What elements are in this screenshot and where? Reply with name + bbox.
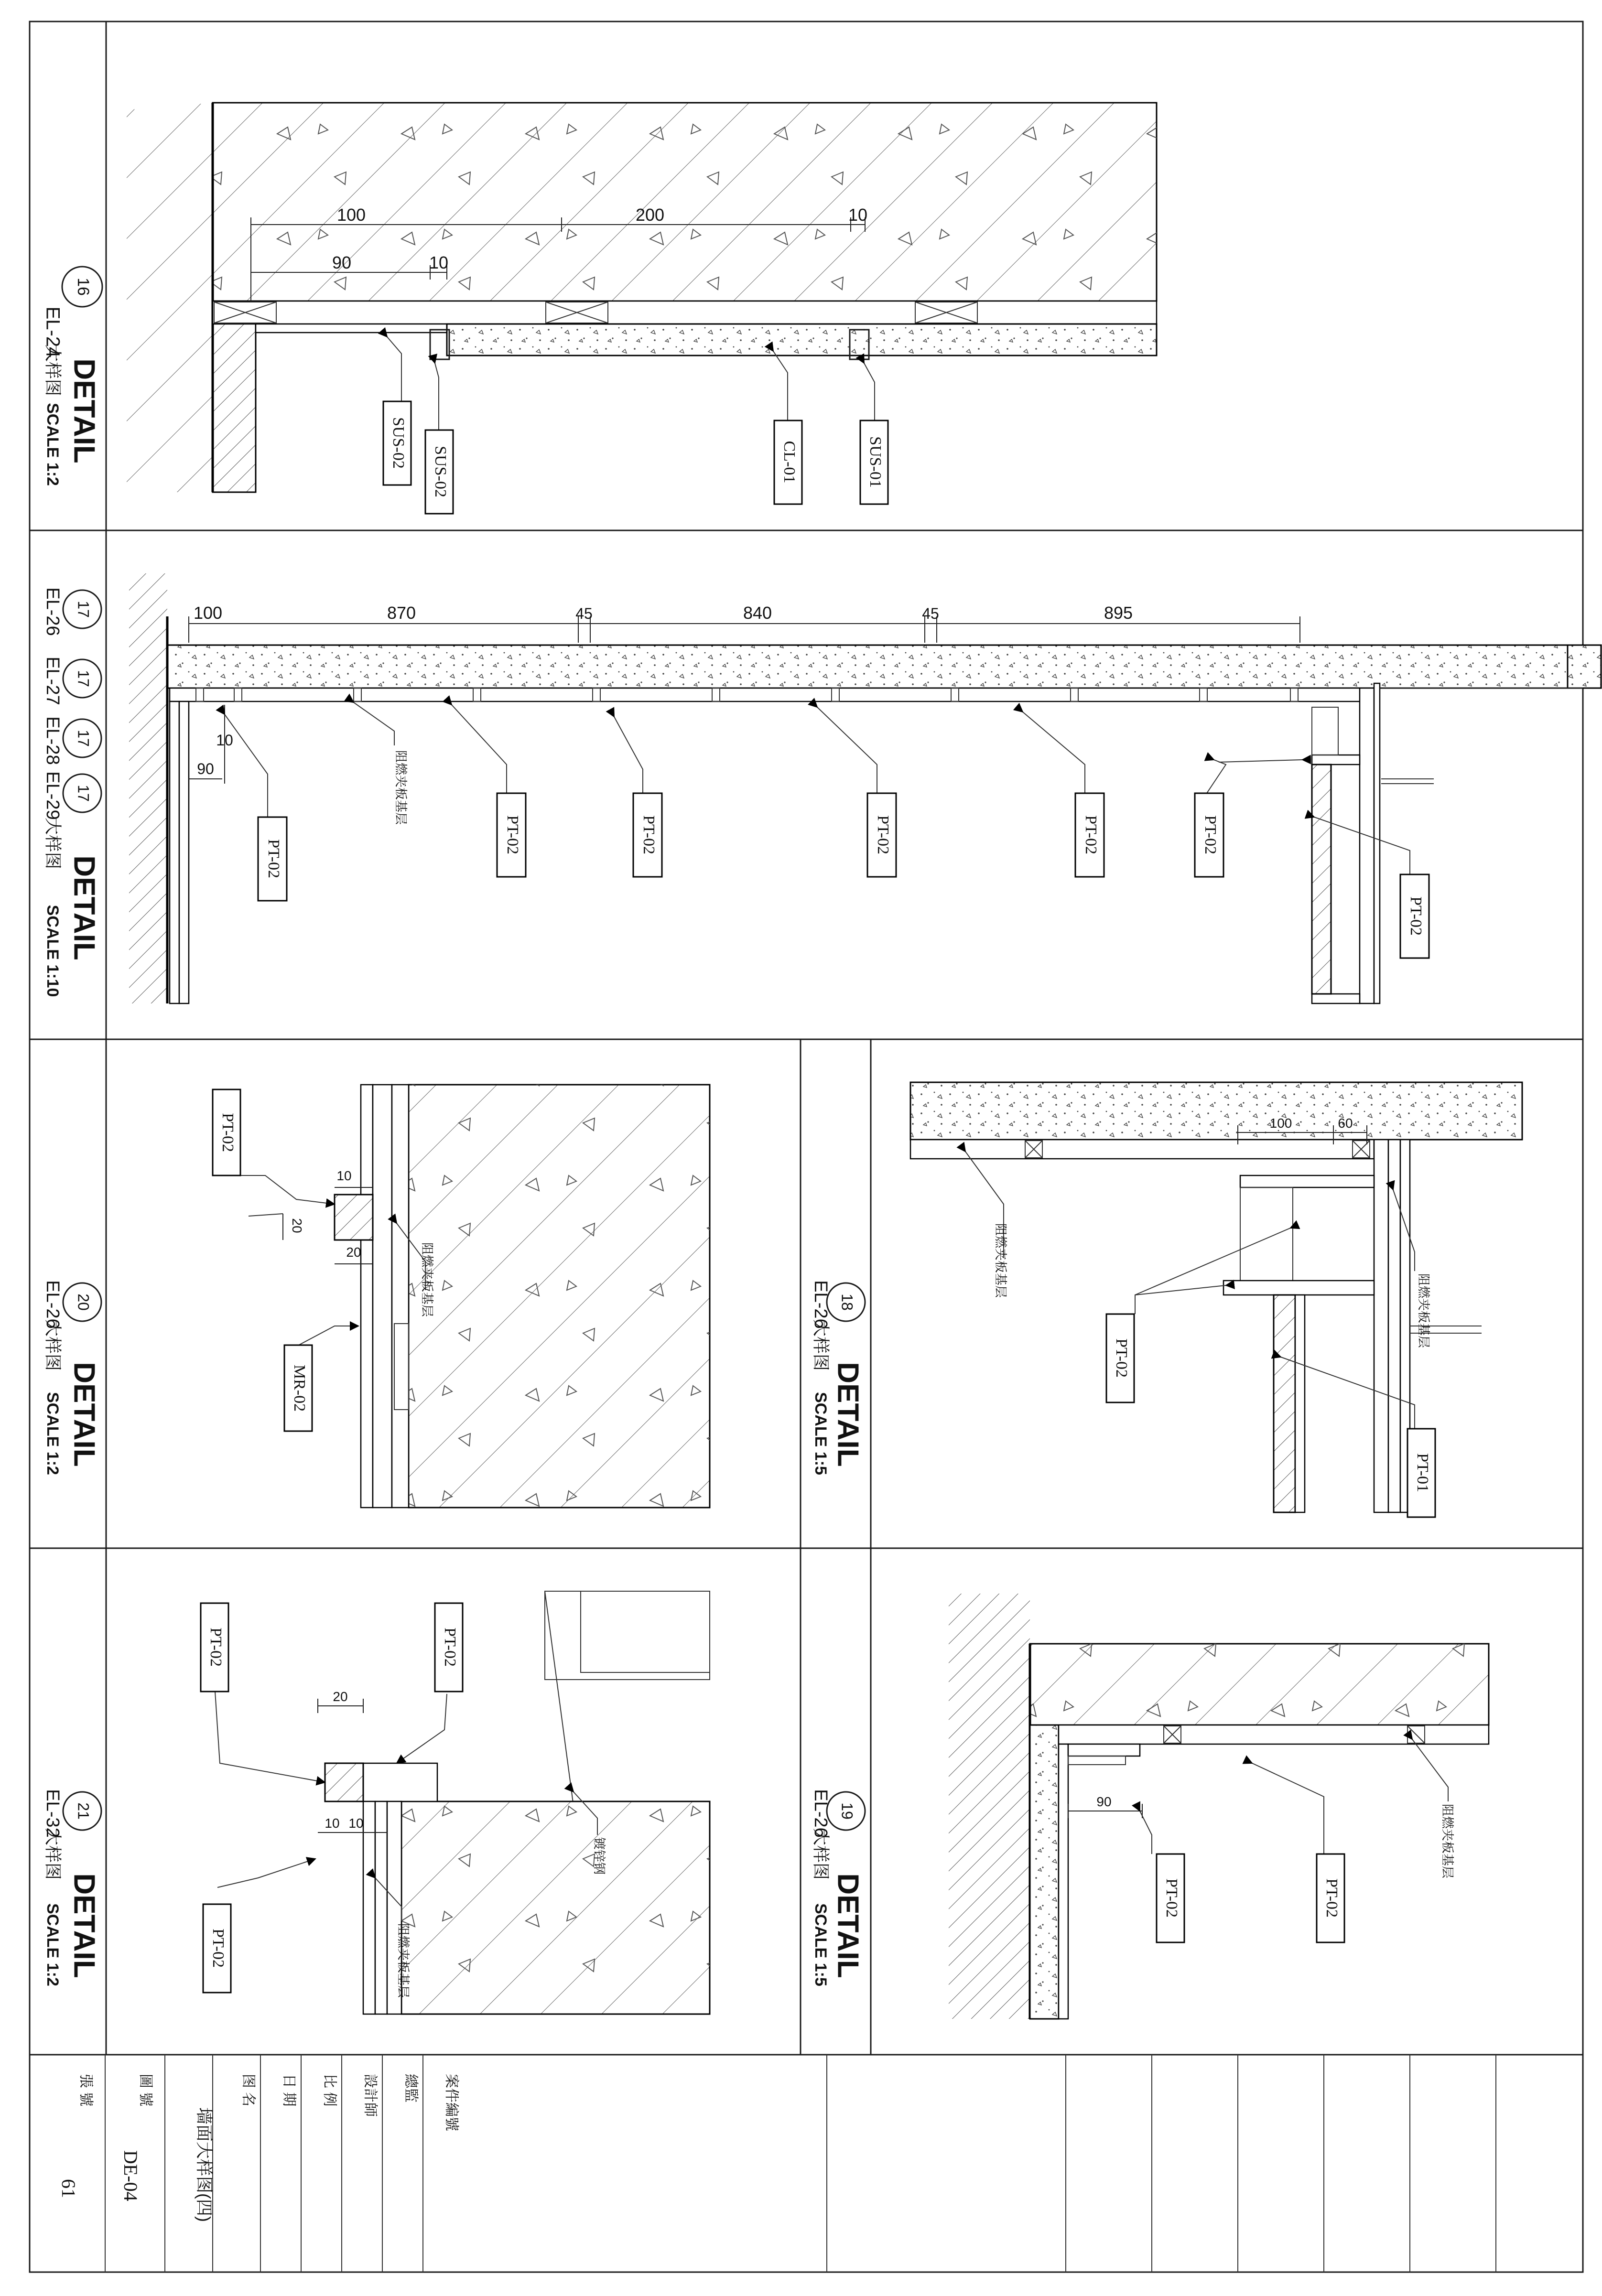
material-note: 阻燃夹板基层 xyxy=(994,1223,1008,1298)
detail-number: 17 xyxy=(75,730,92,747)
material-note: 阻燃夹板基层 xyxy=(1417,1273,1431,1348)
detail-scale: SCALE 1:2 xyxy=(43,403,62,486)
detail-ref: EL-26 xyxy=(810,1280,831,1329)
dim-text: 20 xyxy=(346,1245,361,1260)
detail-ref: EL-26 xyxy=(810,1789,831,1838)
detail-18-label xyxy=(811,1280,865,1475)
title-block xyxy=(58,2055,1496,2272)
detail-number: 21 xyxy=(75,1802,92,1820)
detail-20-drawing xyxy=(239,1085,710,1508)
material-note: 镀锌钢 xyxy=(592,1837,606,1875)
material-tag-label: PT-02 xyxy=(1163,1878,1181,1918)
detail-ref: EL-32 xyxy=(42,1789,63,1838)
detail-number: 17 xyxy=(75,601,92,618)
detail-scale: SCALE 1:5 xyxy=(812,1903,830,1986)
title-block-row: 日 期 xyxy=(281,2074,297,2107)
dim-text: 10 xyxy=(325,1816,340,1831)
dim-text: 10 xyxy=(336,1168,352,1183)
detail-title: DETAIL xyxy=(67,1873,101,1978)
detail-ref: EL-28 xyxy=(42,716,63,765)
material-tag-label: PT-02 xyxy=(219,1113,237,1152)
detail-number: 18 xyxy=(838,1294,856,1311)
detail-16-label xyxy=(42,267,102,486)
dim-text: 45 xyxy=(575,605,593,622)
detail-19-tags xyxy=(1157,1804,1455,1942)
material-tag-label: SUS-02 xyxy=(390,417,408,469)
dim-text: 90 xyxy=(197,760,214,777)
material-note: 阻燃夹板基层 xyxy=(1440,1804,1455,1879)
detail-ref: EL-27 xyxy=(42,657,63,705)
material-tag-label: SUS-02 xyxy=(432,446,450,497)
detail-label: 大样图 xyxy=(43,1828,63,1880)
detail-17-label xyxy=(43,587,101,997)
detail-19-drawing xyxy=(949,1594,1489,2019)
detail-16-tags xyxy=(383,401,888,514)
detail-scale: SCALE 1:10 xyxy=(43,905,62,997)
dim-text: 90 xyxy=(1096,1794,1112,1809)
material-tag-label: PT-02 xyxy=(207,1628,225,1667)
material-tag-label: PT-02 xyxy=(874,815,892,854)
dim-text: 10 xyxy=(848,205,868,225)
dim-text: 100 xyxy=(336,205,366,225)
material-note: 阻燃夹板基层 xyxy=(394,750,408,825)
detail-title: DETAIL xyxy=(67,358,101,464)
detail-ref: EL-24 xyxy=(42,306,64,358)
detail-scale: SCALE 1:5 xyxy=(812,1392,830,1475)
dim-text: 45 xyxy=(922,605,939,622)
material-note: 阻燃夹板基层 xyxy=(396,1923,411,1998)
detail-18-tags xyxy=(994,1223,1435,1517)
detail-16-drawing xyxy=(127,103,1157,492)
dim-text: 10 xyxy=(429,253,449,272)
material-tag-label: PT-01 xyxy=(1414,1453,1432,1492)
material-tag-label: PT-02 xyxy=(1082,815,1100,854)
material-tag-label: PT-02 xyxy=(441,1628,459,1667)
detail-scale: SCALE 1:2 xyxy=(43,1392,62,1475)
sheet-number: 61 xyxy=(58,2179,79,2198)
detail-label: 大样图 xyxy=(43,344,63,397)
dim-text: 20 xyxy=(333,1689,348,1704)
dim-text: 10 xyxy=(348,1816,364,1831)
detail-ref: EL-29 xyxy=(42,771,63,820)
detail-scale: SCALE 1:2 xyxy=(43,1903,62,1986)
detail-title: DETAIL xyxy=(831,1362,865,1467)
detail-17-drawing xyxy=(129,573,1601,1003)
title-block-row: 图 名 xyxy=(240,2074,256,2107)
material-tag-label: PT-02 xyxy=(1323,1878,1341,1918)
detail-number: 17 xyxy=(75,670,92,687)
detail-number: 16 xyxy=(74,278,93,296)
dim-text: 20 xyxy=(290,1218,304,1233)
material-tag-label: PT-02 xyxy=(1202,815,1220,854)
dim-text: 10 xyxy=(216,732,233,749)
material-tag-label: SUS-01 xyxy=(866,436,885,488)
material-tag-label: PT-02 xyxy=(1113,1338,1131,1378)
dim-text: 200 xyxy=(635,205,665,225)
material-tag-label: PT-02 xyxy=(504,815,522,854)
detail-label: 大样图 xyxy=(811,1828,831,1880)
material-tag-label: PT-02 xyxy=(265,839,283,878)
detail-title: DETAIL xyxy=(831,1873,865,1978)
material-note: 阻燃夹板基层 xyxy=(420,1242,434,1317)
detail-label: 大样图 xyxy=(811,1319,831,1371)
detail-21-dimensions xyxy=(325,1689,363,1831)
material-tag-label: PT-02 xyxy=(209,1929,227,1968)
drawing-name: 墙面大样图(四) xyxy=(195,2107,214,2222)
material-tag-label: MR-02 xyxy=(291,1364,309,1412)
title-block-row: 總監 xyxy=(403,2074,419,2102)
material-tag-label: PT-02 xyxy=(1407,896,1425,936)
detail-label: 大样图 xyxy=(43,817,63,870)
detail-title: DETAIL xyxy=(67,855,101,960)
material-tag-label: PT-02 xyxy=(640,815,658,854)
drawing-number: DE-04 xyxy=(120,2150,141,2201)
detail-19-label xyxy=(811,1789,865,1986)
detail-19-dimensions xyxy=(1096,1794,1111,1809)
dim-text: 895 xyxy=(1104,603,1133,623)
title-block-row: 圖 號 xyxy=(138,2074,153,2107)
detail-number: 17 xyxy=(75,785,92,802)
detail-number: 19 xyxy=(838,1802,856,1820)
title-block-row: 案件編號 xyxy=(444,2074,459,2131)
dim-text: 90 xyxy=(332,253,352,272)
detail-ref: EL-26 xyxy=(42,587,63,636)
detail-21-label xyxy=(43,1789,101,1986)
detail-20-label xyxy=(43,1280,101,1475)
title-block-row: 比 例 xyxy=(322,2074,337,2107)
detail-title: DETAIL xyxy=(67,1362,101,1467)
dim-text: 100 xyxy=(1269,1116,1292,1131)
detail-ref: EL-26 xyxy=(42,1280,63,1329)
detail-number: 20 xyxy=(75,1294,92,1311)
dim-text: 870 xyxy=(387,603,416,623)
detail-label: 大样图 xyxy=(43,1319,63,1371)
dim-text: 840 xyxy=(743,603,772,623)
dim-text: 60 xyxy=(1338,1116,1353,1131)
detail-17-tags xyxy=(258,750,1429,958)
dim-text: 100 xyxy=(193,603,223,623)
title-block-row: 張 號 xyxy=(78,2074,94,2107)
material-tag-label: CL-01 xyxy=(780,441,799,484)
title-block-row: 設計師 xyxy=(362,2074,378,2117)
